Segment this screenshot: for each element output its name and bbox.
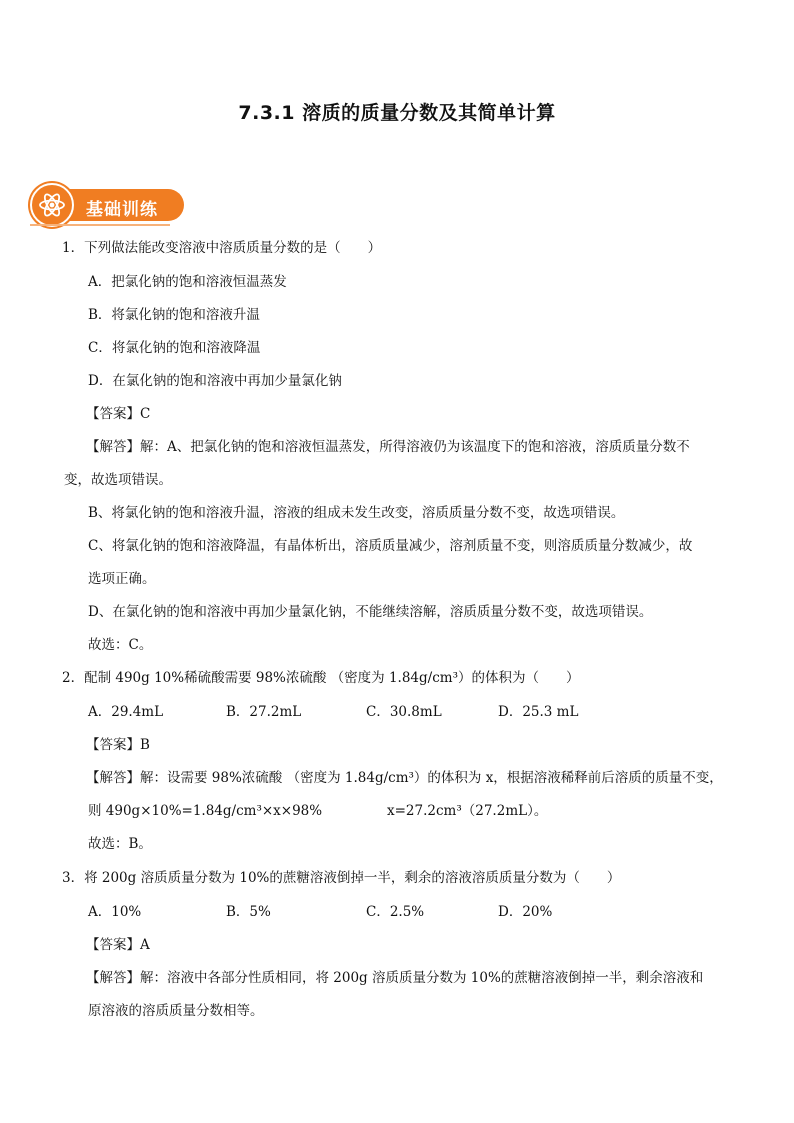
question-2-equation: 则 490g×10%=1.84g/cm³×x×98%: [88, 803, 323, 819]
question-3-option-a: A．10%: [88, 904, 142, 920]
question-2-answer: 【答案】B: [86, 737, 150, 753]
question-1-option-a: A．把氯化钠的饱和溶液恒温蒸发: [88, 274, 287, 290]
question-2-option-c: C．30.8mL: [366, 704, 442, 720]
question-1-answer: 【答案】C: [86, 406, 151, 422]
question-3-answer: 【答案】A: [86, 937, 150, 953]
question-1-stem: 1．下列做法能改变溶液中溶质质量分数的是（ ）: [62, 240, 382, 256]
question-1-analysis-line: C、将氯化钠的饱和溶液降温，有晶体析出，溶质质量减少，溶剂质量不变，则溶质质量分数减少，故: [88, 538, 693, 554]
question-1-option-c: C．将氯化钠的饱和溶液降温: [88, 340, 261, 356]
question-1-analysis-line: 选项正确。: [88, 571, 156, 587]
question-3-stem: 3．将 200g 溶质质量分数为 10%的蔗糖溶液倒掉一半，剩余的溶液溶质质量分数为（ ）: [62, 870, 621, 886]
question-2-option-a: A．29.4mL: [88, 704, 164, 720]
question-3-option-d: D．20%: [498, 904, 553, 920]
question-1-option-b: B．将氯化钠的饱和溶液升温: [88, 307, 260, 323]
section-underline: [30, 224, 170, 226]
question-3-option-c: C．2.5%: [366, 904, 425, 920]
question-3-analysis-line: 【解答】解：溶液中各部分性质相同，将 200g 溶质质量分数为 10%的蔗糖溶液倒掉一半，剩余溶液和: [86, 970, 704, 986]
question-1-analysis-line: B、将氯化钠的饱和溶液升温，溶液的组成未发生改变，溶质质量分数不变，故选项错误。: [88, 505, 625, 521]
question-1-analysis-line: 变，故选项错误。: [64, 472, 172, 488]
section-badge: [30, 183, 190, 227]
question-2-option-d: D．25.3 mL: [498, 704, 579, 720]
question-2-analysis-line: 故选：B。: [88, 836, 152, 852]
question-3-analysis-line: 原溶液的溶质质量分数相等。: [88, 1003, 264, 1019]
question-2-result: x=27.2cm³（27.2mL）。: [387, 803, 548, 819]
question-2-analysis-line: 【解答】解：设需要 98%浓硫酸 （密度为 1.84g/cm³）的体积为 x，根据溶液稀释前后溶质的质量不变，: [86, 770, 723, 786]
question-2-option-b: B．27.2mL: [226, 704, 302, 720]
question-1-analysis-line: D、在氯化钠的饱和溶液中再加少量氯化钠，不能继续溶解，溶质质量分数不变，故选项错误。: [88, 604, 653, 620]
question-3-option-b: B．5%: [226, 904, 271, 920]
page-title: 7.3.1 溶质的质量分数及其简单计算: [238, 102, 556, 124]
question-1-analysis-line: 故选：C。: [88, 637, 153, 653]
question-1-option-d: D．在氯化钠的饱和溶液中再加少量氯化钠: [88, 373, 342, 389]
section-label: 基础训练: [86, 200, 158, 220]
atom-icon: [30, 183, 74, 227]
question-2-stem: 2．配制 490g 10%稀硫酸需要 98%浓硫酸 （密度为 1.84g/cm³）的体积为（ ）: [62, 670, 580, 686]
question-1-analysis-line: 【解答】解：A、把氯化钠的饱和溶液恒温蒸发，所得溶液仍为该温度下的饱和溶液，溶质质量分数不: [86, 439, 690, 455]
